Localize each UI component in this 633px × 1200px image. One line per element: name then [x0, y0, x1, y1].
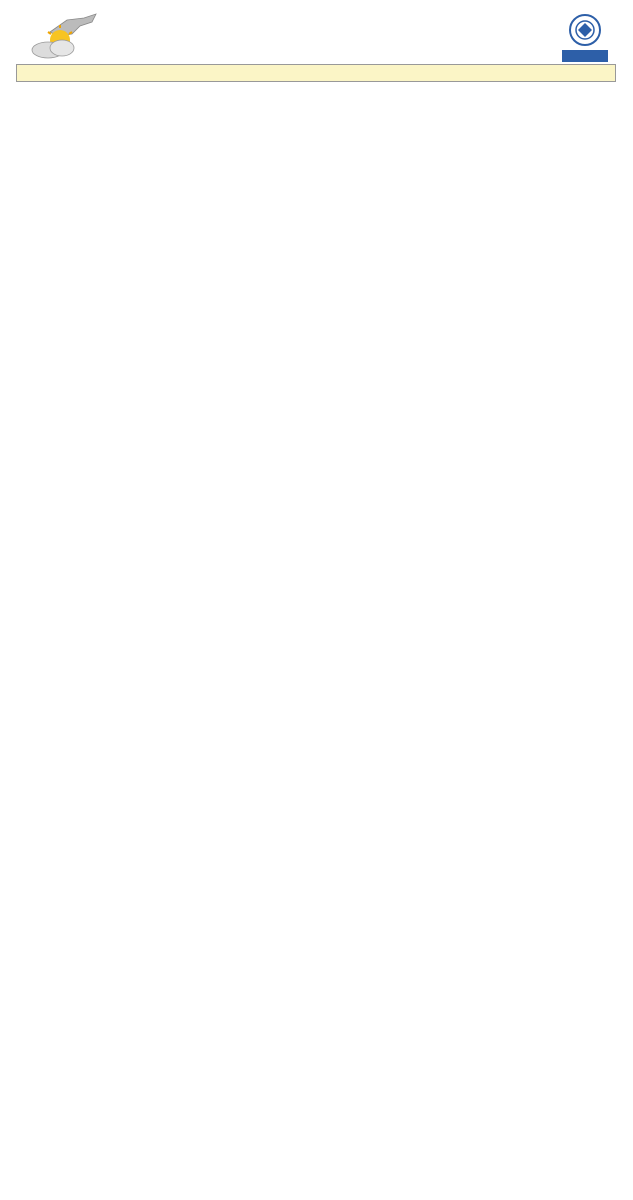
validity-banner: [16, 64, 616, 82]
cyprus-sun-logo-icon: [22, 10, 102, 60]
iso-certification-logo-icon: [556, 10, 614, 64]
page-header: [0, 0, 633, 60]
